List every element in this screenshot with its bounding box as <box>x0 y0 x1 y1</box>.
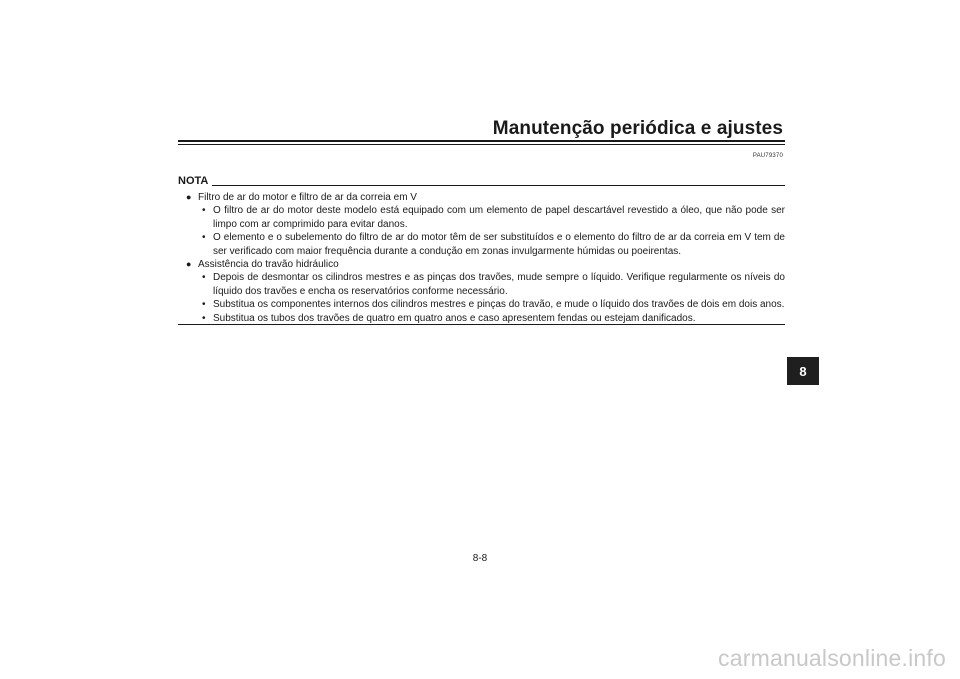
note-item <box>178 271 785 298</box>
note-item-text: Substitua os tubos dos travões de quatro em quatro anos e caso apresentem fendas ou estejam danificados. <box>213 312 696 324</box>
note-item-text: O elemento e o subelemento do filtro de ar do motor têm de ser substituídos e o elemento do filtro de ar da correia em V tem de ser verificado com maior frequência durante a condução em zonas invulgarmente húmidas ou poeirentas. <box>213 232 785 257</box>
bullet-icon: • <box>202 299 206 311</box>
header-rule-thick <box>178 140 785 142</box>
filled-bullet-icon: ● <box>186 192 192 202</box>
note-item-text: O filtro de ar do motor deste modelo está equipado com um elemento de papel descartável revestido a óleo, que não pode ser limpo com ar comprimido para evitar danos. <box>213 205 785 230</box>
note-section <box>178 258 785 271</box>
page-number: 8-8 <box>472 553 488 564</box>
watermark: carmanualsonline.info <box>718 645 946 671</box>
note-item-text: Depois de desmontar os cilindros mestres e as pinças dos travões, mude sempre o líquido. Verifique regularmente os níveis do líquido dos travões e encha os reservatórios conforme necessário. <box>213 272 785 297</box>
note-section <box>178 191 785 204</box>
note-section-title: Assistência do travão hidráulico <box>198 259 339 271</box>
page-title: Manutenção periódica e ajustes <box>492 118 783 139</box>
chapter-tab[interactable]: 8 <box>787 357 819 385</box>
bullet-icon: • <box>202 312 206 324</box>
note-item <box>178 298 785 311</box>
reference-code: PAU79370 <box>752 153 783 159</box>
note-item <box>178 231 785 258</box>
bullet-icon: • <box>202 272 206 284</box>
note-body <box>178 191 785 325</box>
note-section-title: Filtro de ar do motor e filtro de ar da correia em V <box>198 192 417 203</box>
note-label: NOTA <box>178 175 209 187</box>
header-rule-thin <box>178 144 785 145</box>
note-item <box>178 204 785 231</box>
note-heading-rule <box>212 185 785 186</box>
note-item-text: Substitua os componentes internos dos cilindros mestres e pinças do travão, e mude o líquido dos travões de dois em dois anos. <box>213 299 785 311</box>
bullet-icon: • <box>202 232 206 244</box>
note-heading <box>178 176 785 187</box>
bullet-icon: • <box>202 205 206 217</box>
filled-bullet-icon: ● <box>186 259 192 270</box>
note-end-rule <box>178 324 785 325</box>
